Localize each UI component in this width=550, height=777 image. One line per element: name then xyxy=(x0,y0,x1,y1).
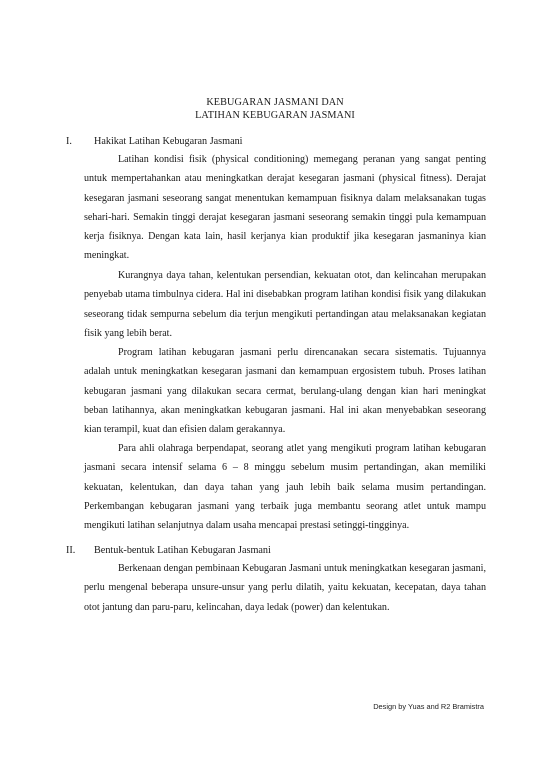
section-1-title: Hakikat Latihan Kebugaran Jasmani xyxy=(94,136,243,147)
document-title-line-2: LATIHAN KEBUGARAN JASMANI xyxy=(195,110,355,121)
paragraph-1-3: Program latihan kebugaran jasmani perlu direncanakan secara sistematis. Tujuannya adalah untuk meningkatkan kesegaran jasmani dan kemampuan ergosistem tubuh. Proses latihan kebugaran jasmani yang dilakukan secara cermat, berulang-ulang dengan kian hari meningkat beban latihannya, akan meningkatkan kebugaran jasmani. Hal ini akan menyebabkan seseorang kian terampil, kuat dan efisien dalam gerakannya. xyxy=(84,347,486,436)
paragraph-2-1: Berkenaan dengan pembinaan Kebugaran Jasmani untuk meningkatkan kesegaran jasmani, perlu mengenal beberapa unsure-unsur yang perlu dilatih, yaitu kekuatan, kecepatan, daya tahan otot jantung dan paru-paru, kelincahan, daya ledak (power) dan kelentukan. xyxy=(84,563,487,613)
section-1-number: I. xyxy=(66,136,72,147)
document-title-line-1: KEBUGARAN JASMANI DAN xyxy=(206,97,344,108)
paragraph-1-2: Kurangnya daya tahan, kelentukan persendian, kekuatan otot, dan kelincahan merupakan penyebab utama timbulnya cidera. Hal ini disebabkan program latihan kondisi fisik yang dilakukan seseorang tidak sempurna sebelum dia terjun mengikuti pertandingan atau melaksanakan kegiatan fisik yang lebih berat. xyxy=(84,270,486,339)
paragraph-1-4: Para ahli olahraga berpendapat, seorang atlet yang mengikuti program latihan kebugaran jasmani secara intensif selama 6 – 8 minggu sebelum musim pertandingan, akan memiliki kekuatan, kelentukan, dan daya tahan yang jauh lebih baik selama musim pertandingan. Perkembangan kebugaran jasmani yang terbaik juga membantu seorang atlet untuk mampu mengikuti latihan selanjutnya dalam usaha mencapai prestasi setinggi-tingginya. xyxy=(84,443,486,532)
section-2-heading xyxy=(66,544,486,558)
footer-credit: Design by Yuas and R2 Bramistra xyxy=(373,702,484,711)
section-2-number: II. xyxy=(66,545,76,556)
paragraph-1-1: Latihan kondisi fisik (physical conditioning) memegang peranan yang sangat penting untuk mempertahankan atau meningkatkan derajat kesegaran jasmani (physical fitness). Derajat kesegaran jasmani seseorang sangat menentukan kemampuan fisiknya dalam melaksanakan tugas sehari-hari. Semakin tinggi derajat kesegaran jasmani seseorang semakin tinggi pula kemampuan kerja fisiknya. Dengan kata lain, hasil kerjanya kian produktif jika kesegaran jasmaninya kian meningkat. xyxy=(84,154,486,262)
section-1-heading xyxy=(66,135,486,149)
section-2-title: Bentuk-bentuk Latihan Kebugaran Jasmani xyxy=(94,545,271,556)
